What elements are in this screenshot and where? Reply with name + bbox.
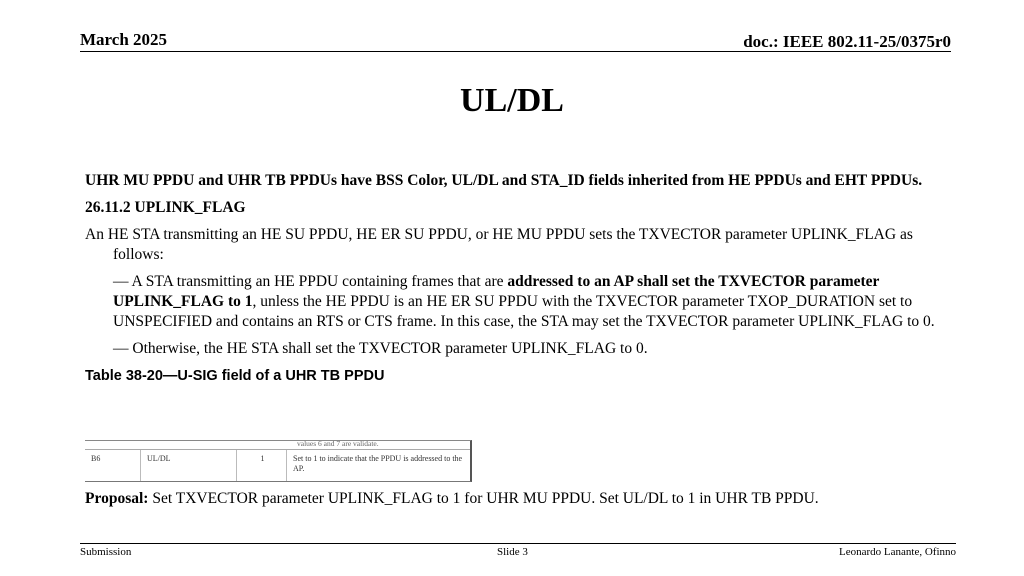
footer-slide-number: Slide 3 (497, 546, 528, 558)
slide-body (85, 171, 955, 386)
header-doc-id: doc.: IEEE 802.11-25/0375r0 (743, 32, 951, 51)
table-caption: Table 38-20—U-SIG field of a UHR TB PPDU (85, 368, 385, 384)
bullet-otherwise: — Otherwise, the HE STA shall set the TXVECTOR parameter UPLINK_FLAG to 0. (113, 340, 648, 357)
table-cell-field: UL/DL (140, 450, 236, 482)
table-cell-description: Set to 1 to indicate that the PPDU is addressed to the AP. (286, 450, 470, 482)
table-snippet-image (85, 440, 472, 482)
table-row (85, 449, 470, 482)
bullet-addressed-to-ap (85, 272, 955, 332)
proposal-label: Proposal: (85, 490, 149, 507)
table-cut-text: values 6 and 7 are validate. (297, 440, 379, 448)
bullet1-text-bold: addressed to an AP shall set the TXVECTOR parameter UPLINK_FLAG to 1 (113, 273, 880, 310)
uplink-flag-paragraph: An HE STA transmitting an HE SU PPDU, HE ER SU PPDU, or HE MU PPDU sets the TXVECTOR parameter UPLINK_FLAG as follows: (85, 226, 913, 263)
footer-divider (80, 543, 956, 544)
section-heading: 26.11.2 UPLINK_FLAG (85, 199, 246, 216)
intro-paragraph: UHR MU PPDU and UHR TB PPDUs have BSS Color, UL/DL and STA_ID fields inherited from HE PPDUs and EHT PPDUs. (85, 172, 923, 189)
header-divider (80, 51, 951, 52)
footer-submission: Submission (80, 546, 132, 558)
bullet1-text-post: , unless the HE PPDU is an HE ER SU PPDU with the TXVECTOR parameter TXOP_DURATION set to UNSPECIFIED and contains an RTS or CTS frame. In this case, the STA may set the TXVECTOR parameter UPLINK_FLAG to 0. (113, 293, 935, 330)
proposal-line (85, 490, 819, 508)
table-cell-bits: 1 (236, 450, 286, 482)
table-cell-bit: B6 (91, 454, 101, 463)
header-date: March 2025 (80, 30, 168, 49)
bullet1-text-pre: — A STA transmitting an HE PPDU containing frames that are (113, 273, 508, 290)
proposal-text: Set TXVECTOR parameter UPLINK_FLAG to 1 for UHR MU PPDU. Set UL/DL to 1 in UHR TB PPDU. (148, 490, 819, 507)
footer-author: Leonardo Lanante, Ofinno (839, 546, 956, 558)
slide-title: UL/DL (460, 82, 564, 119)
